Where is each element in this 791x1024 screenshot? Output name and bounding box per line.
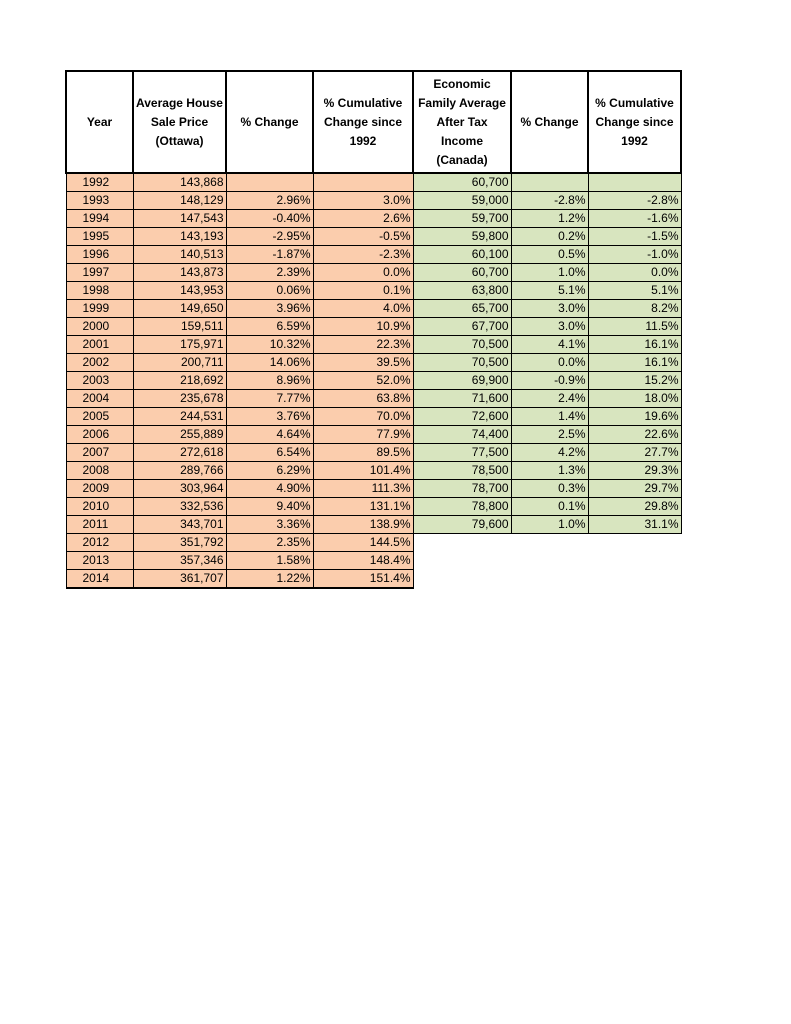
house-cumulative-cell: 2.6% xyxy=(313,210,413,228)
house-percent-change-cell: 1.58% xyxy=(226,552,313,570)
house-percent-change-cell: 2.96% xyxy=(226,192,313,210)
table-row xyxy=(66,426,681,444)
empty-cell xyxy=(511,534,588,552)
house-percent-change-cell: 9.40% xyxy=(226,498,313,516)
table-row xyxy=(66,173,681,192)
income-cumulative-cell: 27.7% xyxy=(588,444,681,462)
income-cumulative-cell: 11.5% xyxy=(588,318,681,336)
income-cell: 70,500 xyxy=(413,336,511,354)
table-row xyxy=(66,534,681,552)
income-cumulative-cell: 5.1% xyxy=(588,282,681,300)
year-cell: 2013 xyxy=(66,552,133,570)
house-percent-change-cell: 2.39% xyxy=(226,264,313,282)
header-average-house-sale-price: Average House Sale Price (Ottawa) xyxy=(133,71,226,173)
year-cell: 2006 xyxy=(66,426,133,444)
house-cumulative-cell: 131.1% xyxy=(313,498,413,516)
income-cell: 71,600 xyxy=(413,390,511,408)
income-cell: 78,500 xyxy=(413,462,511,480)
house-percent-change-cell: -2.95% xyxy=(226,228,313,246)
income-cumulative-cell: 18.0% xyxy=(588,390,681,408)
year-cell: 2000 xyxy=(66,318,133,336)
income-cell: 60,700 xyxy=(413,173,511,192)
house-percent-change-cell: 6.29% xyxy=(226,462,313,480)
house-price-cell: 343,701 xyxy=(133,516,226,534)
house-percent-change-cell: 6.54% xyxy=(226,444,313,462)
house-cumulative-cell: -2.3% xyxy=(313,246,413,264)
house-percent-change-cell: 10.32% xyxy=(226,336,313,354)
house-price-cell: 218,692 xyxy=(133,372,226,390)
table-row xyxy=(66,516,681,534)
house-price-cell: 351,792 xyxy=(133,534,226,552)
income-percent-change-cell xyxy=(511,173,588,192)
year-cell: 1997 xyxy=(66,264,133,282)
income-percent-change-cell: 0.2% xyxy=(511,228,588,246)
table-row xyxy=(66,570,681,589)
income-cumulative-cell: -2.8% xyxy=(588,192,681,210)
house-price-cell: 200,711 xyxy=(133,354,226,372)
house-cumulative-cell: 101.4% xyxy=(313,462,413,480)
year-cell: 1994 xyxy=(66,210,133,228)
empty-cell xyxy=(588,552,681,570)
table-row xyxy=(66,498,681,516)
house-price-cell: 140,513 xyxy=(133,246,226,264)
year-cell: 2009 xyxy=(66,480,133,498)
income-cumulative-cell xyxy=(588,173,681,192)
house-percent-change-cell: 3.36% xyxy=(226,516,313,534)
header-year: Year xyxy=(66,71,133,173)
income-percent-change-cell: 3.0% xyxy=(511,300,588,318)
house-price-cell: 357,346 xyxy=(133,552,226,570)
house-cumulative-cell: 138.9% xyxy=(313,516,413,534)
income-cumulative-cell: 19.6% xyxy=(588,408,681,426)
house-cumulative-cell: 52.0% xyxy=(313,372,413,390)
house-cumulative-cell: 4.0% xyxy=(313,300,413,318)
year-cell: 2003 xyxy=(66,372,133,390)
income-percent-change-cell: 4.1% xyxy=(511,336,588,354)
house-percent-change-cell: 4.90% xyxy=(226,480,313,498)
house-percent-change-cell: 2.35% xyxy=(226,534,313,552)
house-percent-change-cell: 1.22% xyxy=(226,570,313,589)
house-price-cell: 143,953 xyxy=(133,282,226,300)
empty-cell xyxy=(588,570,681,589)
year-cell: 2005 xyxy=(66,408,133,426)
house-price-cell: 244,531 xyxy=(133,408,226,426)
house-cumulative-cell xyxy=(313,173,413,192)
income-cumulative-cell: 29.8% xyxy=(588,498,681,516)
income-percent-change-cell: 2.5% xyxy=(511,426,588,444)
income-cell: 60,100 xyxy=(413,246,511,264)
table-row xyxy=(66,264,681,282)
income-percent-change-cell: 5.1% xyxy=(511,282,588,300)
table-row xyxy=(66,192,681,210)
house-price-cell: 147,543 xyxy=(133,210,226,228)
income-percent-change-cell: 1.0% xyxy=(511,516,588,534)
house-cumulative-cell: 39.5% xyxy=(313,354,413,372)
year-cell: 1992 xyxy=(66,173,133,192)
income-percent-change-cell: 1.3% xyxy=(511,462,588,480)
income-percent-change-cell: 0.3% xyxy=(511,480,588,498)
house-price-income-table xyxy=(65,70,682,589)
house-price-cell: 332,536 xyxy=(133,498,226,516)
table-row xyxy=(66,408,681,426)
empty-cell xyxy=(511,570,588,589)
table-row xyxy=(66,462,681,480)
income-percent-change-cell: 0.0% xyxy=(511,354,588,372)
income-cell: 78,800 xyxy=(413,498,511,516)
house-price-cell: 143,868 xyxy=(133,173,226,192)
empty-cell xyxy=(413,552,511,570)
income-cumulative-cell: 15.2% xyxy=(588,372,681,390)
year-cell: 1993 xyxy=(66,192,133,210)
income-percent-change-cell: 0.5% xyxy=(511,246,588,264)
header-income-percent-change: % Change xyxy=(511,71,588,173)
income-cumulative-cell: 29.7% xyxy=(588,480,681,498)
income-percent-change-cell: 1.4% xyxy=(511,408,588,426)
header-house-percent-change: % Change xyxy=(226,71,313,173)
house-price-cell: 159,511 xyxy=(133,318,226,336)
income-cumulative-cell: -1.5% xyxy=(588,228,681,246)
table-row xyxy=(66,336,681,354)
year-cell: 1998 xyxy=(66,282,133,300)
income-percent-change-cell: 1.0% xyxy=(511,264,588,282)
house-percent-change-cell xyxy=(226,173,313,192)
income-cell: 65,700 xyxy=(413,300,511,318)
year-cell: 2007 xyxy=(66,444,133,462)
house-price-cell: 143,873 xyxy=(133,264,226,282)
table-row xyxy=(66,354,681,372)
income-cumulative-cell: -1.6% xyxy=(588,210,681,228)
empty-cell xyxy=(588,534,681,552)
income-cumulative-cell: -1.0% xyxy=(588,246,681,264)
header-row xyxy=(66,71,681,173)
house-price-cell: 175,971 xyxy=(133,336,226,354)
house-cumulative-cell: 0.1% xyxy=(313,282,413,300)
income-cumulative-cell: 22.6% xyxy=(588,426,681,444)
income-percent-change-cell: 3.0% xyxy=(511,318,588,336)
house-price-cell: 272,618 xyxy=(133,444,226,462)
header-income-cumulative-change: % Cumulative Change since 1992 xyxy=(588,71,681,173)
house-price-cell: 289,766 xyxy=(133,462,226,480)
empty-cell xyxy=(413,534,511,552)
income-cell: 72,600 xyxy=(413,408,511,426)
house-price-cell: 149,650 xyxy=(133,300,226,318)
house-cumulative-cell: 22.3% xyxy=(313,336,413,354)
house-percent-change-cell: 8.96% xyxy=(226,372,313,390)
house-cumulative-cell: 3.0% xyxy=(313,192,413,210)
income-percent-change-cell: 2.4% xyxy=(511,390,588,408)
empty-cell xyxy=(413,570,511,589)
income-cumulative-cell: 16.1% xyxy=(588,336,681,354)
house-percent-change-cell: 3.96% xyxy=(226,300,313,318)
income-cell: 60,700 xyxy=(413,264,511,282)
house-price-cell: 255,889 xyxy=(133,426,226,444)
table-row xyxy=(66,210,681,228)
house-cumulative-cell: 0.0% xyxy=(313,264,413,282)
income-cumulative-cell: 16.1% xyxy=(588,354,681,372)
income-cell: 70,500 xyxy=(413,354,511,372)
house-percent-change-cell: -0.40% xyxy=(226,210,313,228)
income-cumulative-cell: 29.3% xyxy=(588,462,681,480)
income-percent-change-cell: 0.1% xyxy=(511,498,588,516)
year-cell: 1999 xyxy=(66,300,133,318)
house-cumulative-cell: 77.9% xyxy=(313,426,413,444)
income-cell: 59,800 xyxy=(413,228,511,246)
house-cumulative-cell: 151.4% xyxy=(313,570,413,589)
house-percent-change-cell: 6.59% xyxy=(226,318,313,336)
house-cumulative-cell: 144.5% xyxy=(313,534,413,552)
year-cell: 2011 xyxy=(66,516,133,534)
house-price-cell: 143,193 xyxy=(133,228,226,246)
table-row xyxy=(66,246,681,264)
income-cell: 79,600 xyxy=(413,516,511,534)
year-cell: 2008 xyxy=(66,462,133,480)
house-cumulative-cell: 111.3% xyxy=(313,480,413,498)
year-cell: 1995 xyxy=(66,228,133,246)
house-percent-change-cell: 7.77% xyxy=(226,390,313,408)
income-cell: 69,900 xyxy=(413,372,511,390)
house-cumulative-cell: 10.9% xyxy=(313,318,413,336)
house-percent-change-cell: 4.64% xyxy=(226,426,313,444)
year-cell: 2001 xyxy=(66,336,133,354)
income-percent-change-cell: -2.8% xyxy=(511,192,588,210)
house-cumulative-cell: 148.4% xyxy=(313,552,413,570)
year-cell: 2014 xyxy=(66,570,133,589)
income-cumulative-cell: 0.0% xyxy=(588,264,681,282)
year-cell: 2012 xyxy=(66,534,133,552)
house-price-cell: 148,129 xyxy=(133,192,226,210)
house-price-cell: 235,678 xyxy=(133,390,226,408)
income-cumulative-cell: 31.1% xyxy=(588,516,681,534)
income-cell: 59,700 xyxy=(413,210,511,228)
income-percent-change-cell: 4.2% xyxy=(511,444,588,462)
house-price-cell: 303,964 xyxy=(133,480,226,498)
house-price-cell: 361,707 xyxy=(133,570,226,589)
table-row xyxy=(66,552,681,570)
house-cumulative-cell: 89.5% xyxy=(313,444,413,462)
table-row xyxy=(66,282,681,300)
table-row xyxy=(66,228,681,246)
table-row xyxy=(66,480,681,498)
house-percent-change-cell: 0.06% xyxy=(226,282,313,300)
house-percent-change-cell: -1.87% xyxy=(226,246,313,264)
table-row xyxy=(66,444,681,462)
income-cell: 77,500 xyxy=(413,444,511,462)
year-cell: 2002 xyxy=(66,354,133,372)
house-cumulative-cell: -0.5% xyxy=(313,228,413,246)
year-cell: 1996 xyxy=(66,246,133,264)
income-cell: 74,400 xyxy=(413,426,511,444)
table-row xyxy=(66,390,681,408)
header-family-after-tax-income: Economic Family Average After Tax Income (Canada) xyxy=(413,71,511,173)
year-cell: 2004 xyxy=(66,390,133,408)
table-row xyxy=(66,372,681,390)
income-percent-change-cell: 1.2% xyxy=(511,210,588,228)
table-row xyxy=(66,318,681,336)
year-cell: 2010 xyxy=(66,498,133,516)
income-cell: 63,800 xyxy=(413,282,511,300)
income-percent-change-cell: -0.9% xyxy=(511,372,588,390)
empty-cell xyxy=(511,552,588,570)
income-cell: 59,000 xyxy=(413,192,511,210)
house-percent-change-cell: 3.76% xyxy=(226,408,313,426)
header-house-cumulative-change: % Cumulative Change since 1992 xyxy=(313,71,413,173)
income-cumulative-cell: 8.2% xyxy=(588,300,681,318)
table-row xyxy=(66,300,681,318)
house-cumulative-cell: 70.0% xyxy=(313,408,413,426)
income-cell: 78,700 xyxy=(413,480,511,498)
income-cell: 67,700 xyxy=(413,318,511,336)
house-cumulative-cell: 63.8% xyxy=(313,390,413,408)
house-percent-change-cell: 14.06% xyxy=(226,354,313,372)
